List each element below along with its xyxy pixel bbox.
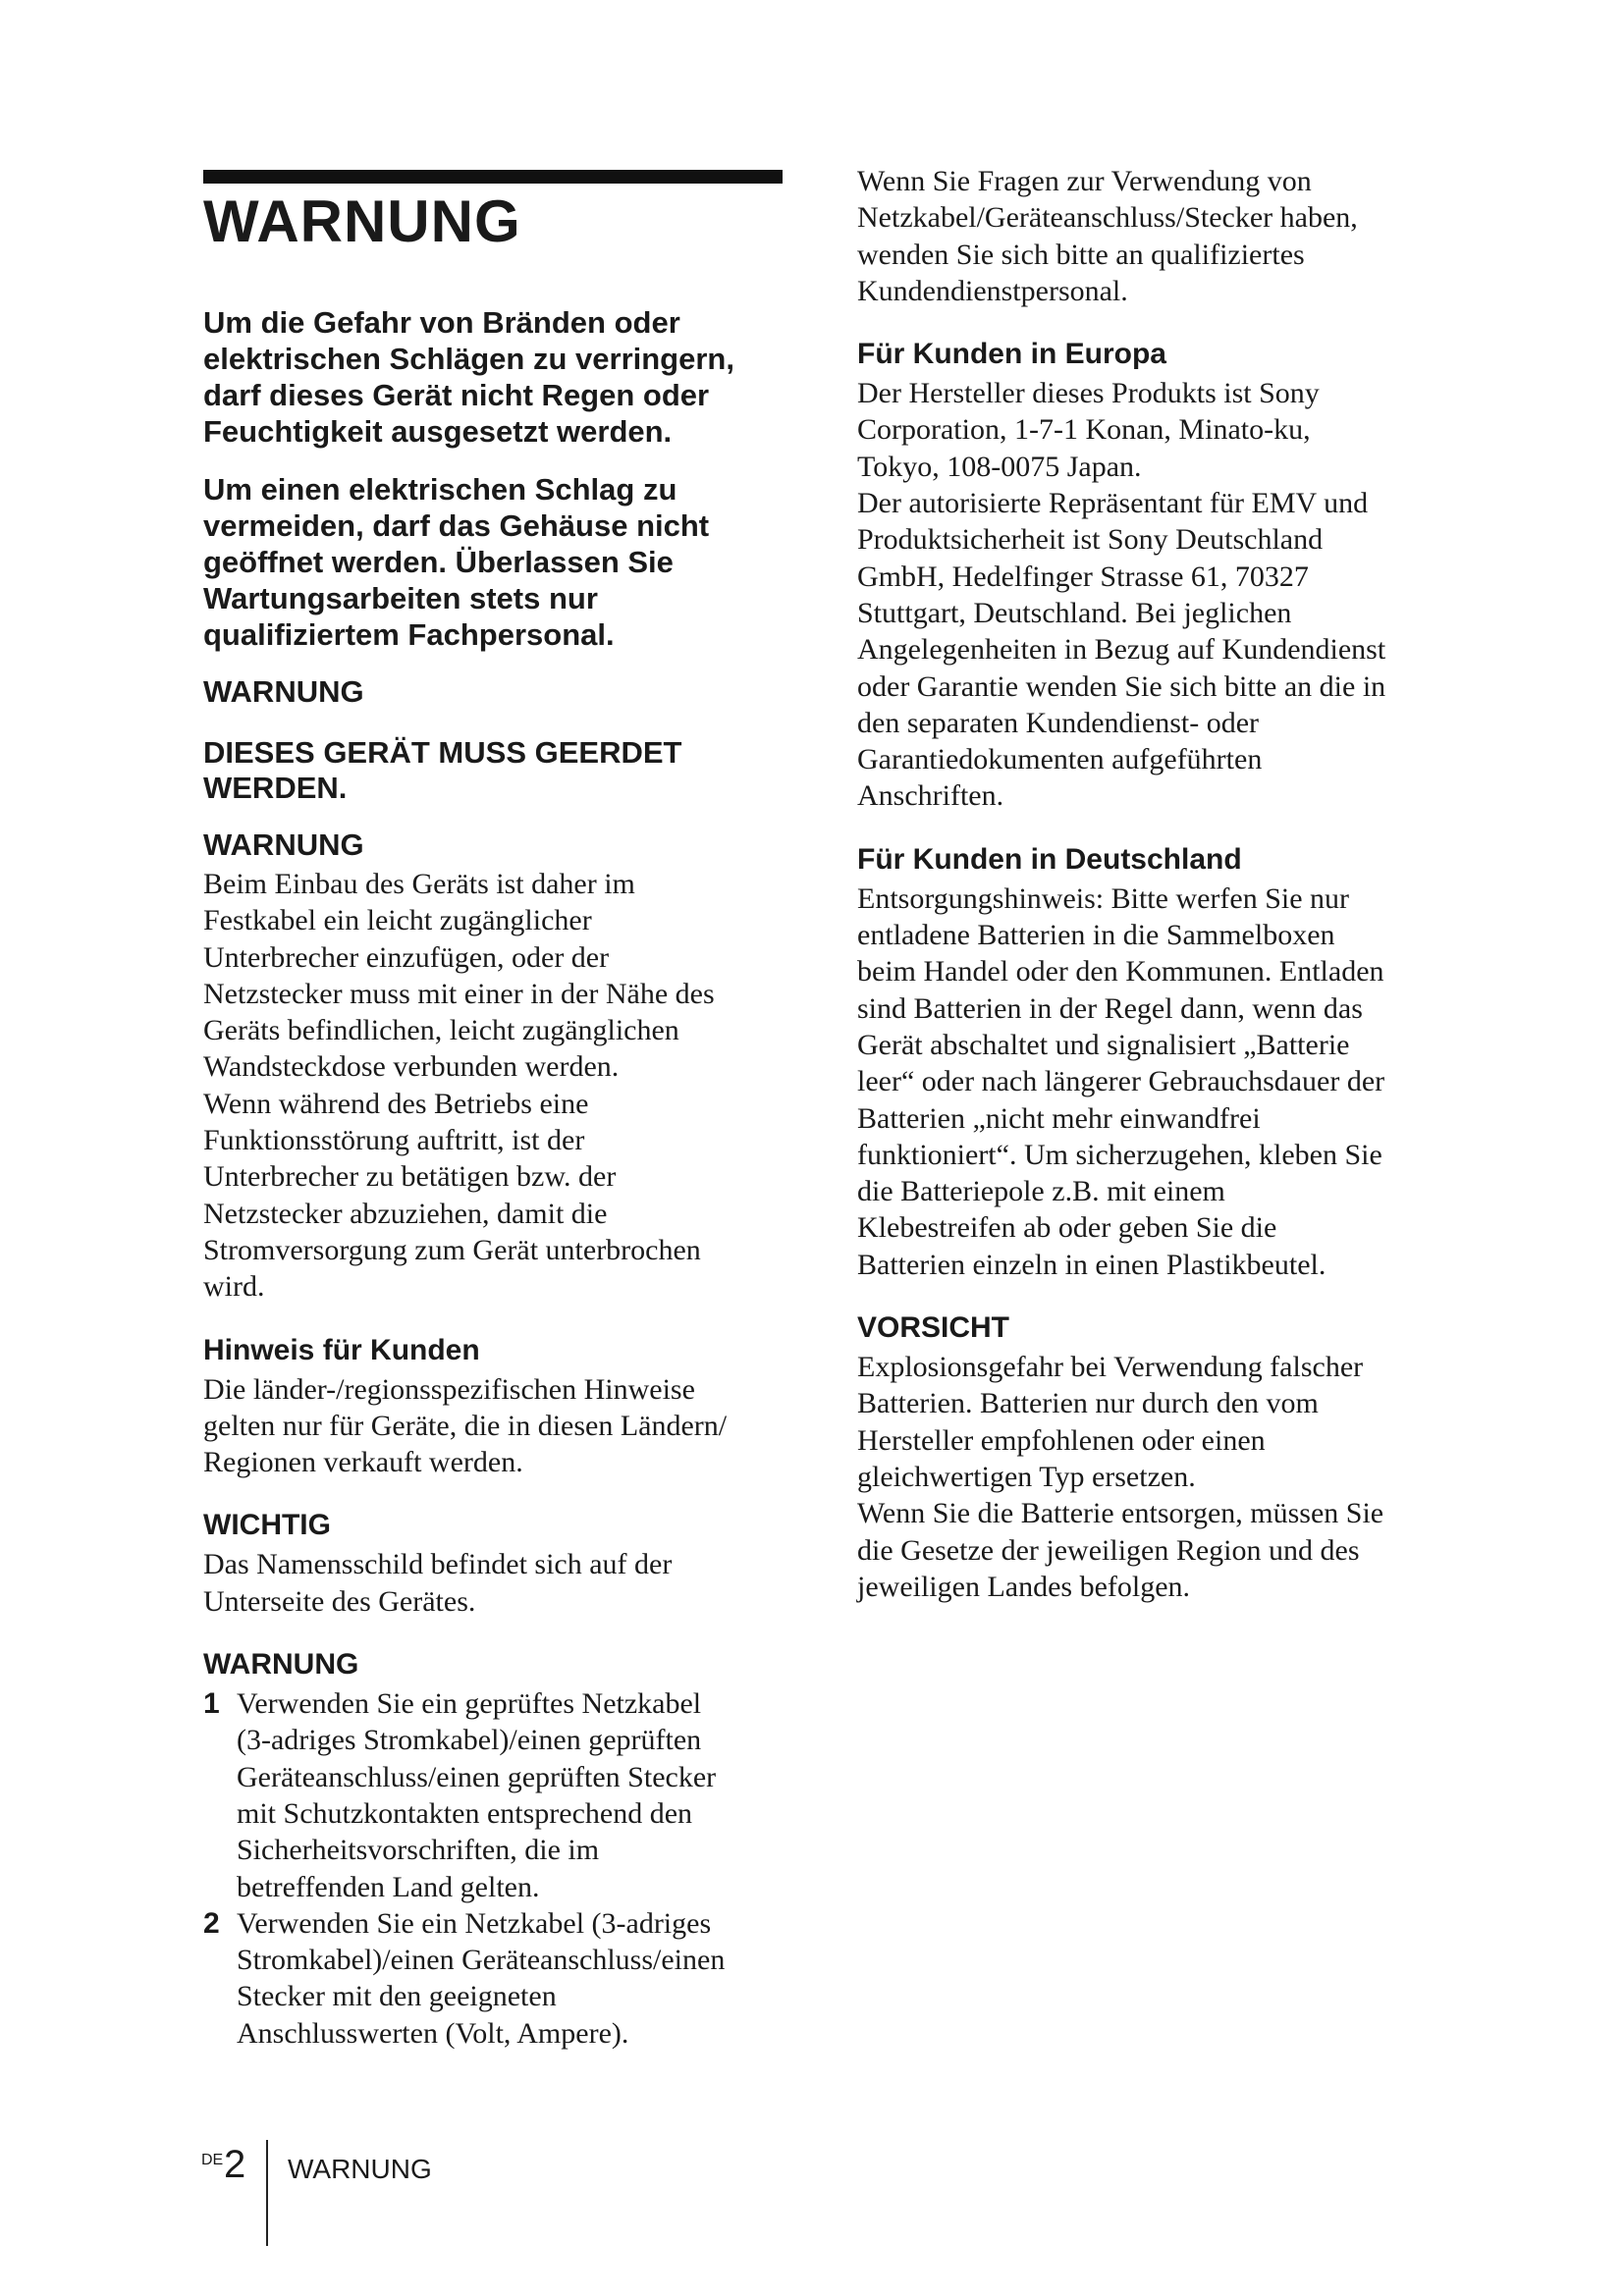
warnung-heading-2: WARNUNG [203, 828, 364, 862]
grounding-heading: DIESES GERÄT MUSS GEERDET WERDEN. [203, 735, 682, 805]
vorsicht-text: Explosionsgefahr bei Verwendung falscher Batterien. Batterien nur durch den vom Hersteller empfohlenen oder einen gleichwertigen Typ ersetzen. Wenn Sie die Batterie entsorgen, müssen Sie die Gesetze der jeweiligen Region und des jeweiligen Landes befolgen. [857, 1351, 1384, 1603]
housing-warning: Um einen elektrischen Schlag zu vermeiden, darf das Gehäuse nicht geöffnet werden. Überlassen Sie Wartungsarbeiten stets nur qualifiziertem Fachpersonal. [203, 472, 710, 652]
list-item [203, 1685, 792, 1905]
vorsicht-heading: VORSICHT [857, 1311, 1010, 1345]
hinweis-heading: Hinweis für Kunden [203, 1333, 480, 1366]
right-flow [857, 163, 1446, 1605]
footer-section-title: WARNUNG [288, 2154, 432, 2184]
list-item-text: Verwenden Sie ein Netzkabel (3-adriges Stromkabel)/einen Geräteanschluss/einen Stecker mit den geeigneten Anschlusswerten (Volt, Ampere). [237, 1906, 726, 2050]
warnung-heading-3: WARNUNG [203, 1648, 359, 1682]
page-title: WARNUNG [203, 188, 521, 254]
warnung-text-2: Beim Einbau des Geräts ist daher im Festkabel ein leicht zugänglicher Unterbrecher einzufügen, oder der Netzstecker muss mit einer in der Nähe des Geräts befindlichen, leicht zugänglichen Wandsteckdose verbunden werden. Wenn während des Betriebs eine Funktionsstörung auftritt, ist der Unterbrecher zu betätigen bzw. der Netzstecker abzuziehen, damit die Stromversorgung zum Gerät unterbrochen wird. [203, 868, 715, 1304]
page-number: 2 [224, 2143, 246, 2186]
questions-text: Wenn Sie Fragen zur Verwendung von Netzkabel/Geräteanschluss/Stecker haben, wenden Sie sich bitte an qualifiziertes Kundendienstpersonal. [857, 165, 1358, 307]
wichtig-heading: WICHTIG [203, 1509, 331, 1542]
footer-divider [266, 2140, 268, 2246]
title-rule [203, 170, 783, 184]
europa-heading: Für Kunden in Europa [857, 338, 1166, 371]
europa-text: Der Hersteller dieses Produkts ist Sony Corporation, 1-7-1 Konan, Minato-ku, Tokyo, 108-0075 Japan. Der autorisierte Repräsentant für EMV und Produktsicherheit ist Sony Deutschland GmbH, Hedelfinger Strasse 61, 70327 Stuttgart, Deutschland. Bei jeglichen Angelegenheiten in Bezug auf Kundendienst oder Garantie wenden Sie sich bitte an die in den separaten Kundendienst- oder Garantiedokumenten aufgeführten Anschriften. [857, 377, 1386, 813]
left-flow [203, 304, 792, 2052]
deutschland-text: Entsorgungshinweis: Bitte werfen Sie nur entladene Batterien in die Sammelboxen beim Handel oder den Kommunen. Entladen sind Batterien in der Regel dann, wenn das Gerät abschaltet und signalisiert „Batterie leer“ oder nach längerer Gebrauchsdauer der Batterien „nicht mehr einwandfrei funktioniert“. Um sicherzugehen, kleben Sie die Batteriepole z.B. mit einem Klebestreifen ab oder geben Sie die Batterien einzeln in einen Plastikbeutel. [857, 881, 1385, 1281]
list-item-text: Verwenden Sie ein geprüftes Netzkabel (3-adriges Stromkabel)/einen geprüften Geräteanschluss/einen geprüften Stecker mit Schutzkontakten entsprechend den Sicherheitsvorschriften, die im betreffenden Land gelten. [237, 1687, 717, 1903]
deutschland-heading: Für Kunden in Deutschland [857, 842, 1242, 876]
power-cord-list [203, 1685, 792, 2052]
fire-shock-warning: Um die Gefahr von Bränden oder elektrischen Schlägen zu verringern, darf dieses Gerät nicht Regen oder Feuchtigkeit ausgesetzt werden. [203, 305, 734, 449]
list-item-number: 2 [203, 1906, 220, 1940]
warnung-heading-1: WARNUNG [203, 674, 364, 709]
hinweis-text: Die länder-/regionsspezifischen Hinweise gelten nur für Geräte, die in diesen Ländern/ Regionen verkauft werden. [203, 1372, 728, 1479]
list-item [203, 1905, 792, 2052]
wichtig-text: Das Namensschild befindet sich auf der Unterseite des Gerätes. [203, 1548, 673, 1618]
list-item-number: 1 [203, 1687, 220, 1721]
language-code: DE [201, 2152, 224, 2168]
